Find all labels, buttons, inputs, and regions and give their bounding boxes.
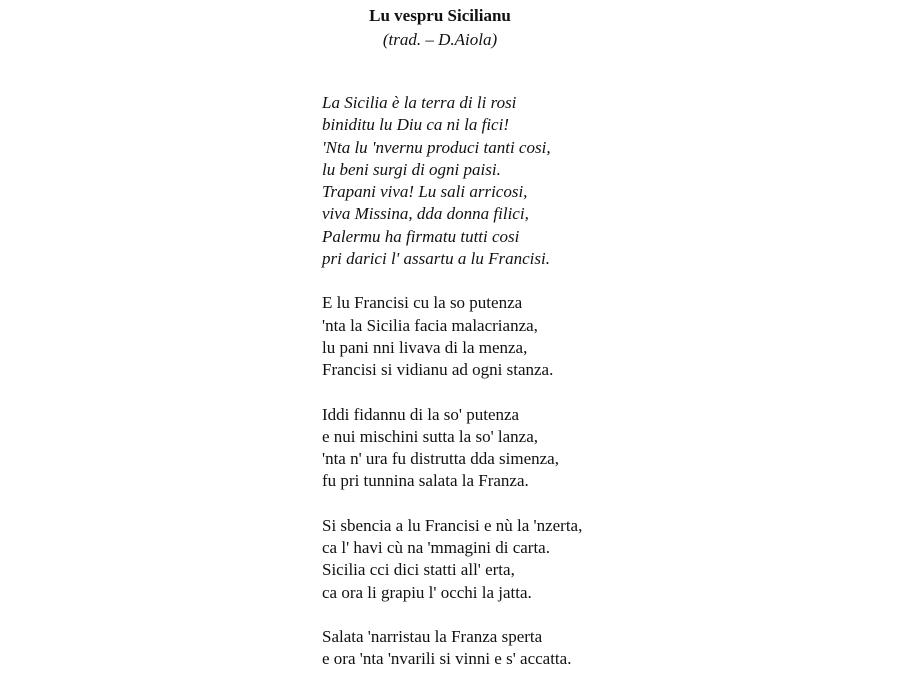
poem-line: biniditu lu Diu ca ni la fici! — [322, 115, 509, 135]
stanza-5 — [322, 626, 842, 671]
poem-line: 'Nta lu 'nvernu produci tanti cosi, — [322, 137, 551, 157]
stanza-1 — [322, 92, 842, 270]
poem-body — [322, 92, 842, 693]
poem-title: Lu vespru Sicilianu — [369, 6, 511, 25]
poem-line: e ora 'nta 'nvarili si vinni e s' accatta. — [322, 649, 572, 669]
poem-line: ca ora li grapiu l' occhi la jatta. — [322, 582, 532, 602]
poem-line: E lu Francisi cu la so putenza — [322, 293, 523, 313]
poem-line: Francisi si vidianu ad ogni stanza. — [322, 360, 554, 380]
poem-line: Palermu ha firmatu tutti cosi — [322, 226, 520, 246]
poem-line: e nui mischini sutta la so' lanza, — [322, 426, 538, 446]
stanza-2 — [322, 292, 842, 381]
poem-line: Si sbencia a lu Francisi e nù la 'nzerta, — [322, 515, 583, 535]
stanza-3 — [322, 404, 842, 493]
stanza-4 — [322, 515, 842, 604]
poem-line: pri darici l' assartu a lu Francisi. — [322, 249, 550, 269]
poem-line: ca l' havi cù na 'mmagini di carta. — [322, 538, 550, 558]
poem-line: lu beni surgi di ogni paisi. — [322, 159, 501, 179]
poem-line: 'nta la Sicilia facia malacrianza, — [322, 315, 538, 335]
poem-line: Iddi fidannu di la so' putenza — [322, 404, 520, 424]
translator-credit: (trad. – D.Aiola) — [382, 30, 498, 49]
poem-line: Trapani viva! Lu sali arricosi, — [322, 182, 528, 202]
poem-line: lu pani nni livava di la menza, — [322, 337, 528, 357]
poem-line: fu pri tunnina salata la Franza. — [322, 471, 529, 491]
poem-line: La Sicilia è la terra di li rosi — [322, 93, 517, 112]
poem-line: Sicilia cci dici statti all' erta, — [322, 560, 515, 580]
poem-line: Salata 'narristau la Franza sperta — [322, 626, 543, 646]
poem-line: 'nta n' ura fu distrutta dda simenza, — [322, 449, 559, 469]
poem-line: viva Missina, dda donna filici, — [322, 204, 529, 224]
